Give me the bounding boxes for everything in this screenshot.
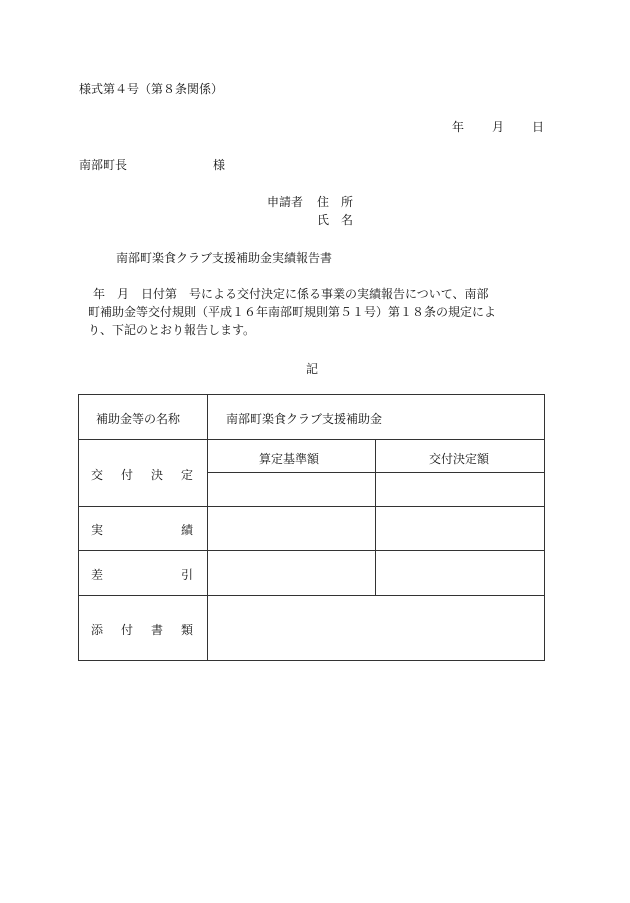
column-decided-amount: 交付決定額	[429, 452, 490, 466]
addressee-honorific: 様	[213, 158, 226, 172]
note-heading: 記	[306, 362, 319, 376]
subsidy-name-value: 南部町楽食クラブ支援補助金	[226, 412, 383, 426]
body-line-1: 年 月 日付第 号による交付決定に係る事業の実績報告について、南部	[93, 287, 489, 301]
document-title: 南部町楽食クラブ支援補助金実績報告書	[116, 251, 333, 265]
form-number: 様式第４号（第８条関係）	[79, 82, 224, 96]
body-paragraph	[79, 285, 549, 339]
report-table	[78, 394, 545, 661]
addressee	[79, 156, 225, 173]
table-divider	[79, 439, 544, 440]
body-line-2: 町補助金等交付規則（平成１６年南部町規則第５１号）第１８条の規定によ	[88, 305, 497, 319]
table-divider	[207, 472, 544, 473]
applicant-label: 申請者	[267, 195, 304, 209]
body-line-3: り、下記のとおり報告します。	[88, 323, 256, 337]
difference-label: 差 引	[91, 568, 193, 582]
date-line	[452, 118, 544, 135]
address-label: 住 所	[317, 195, 354, 209]
table-divider	[79, 550, 544, 551]
name-label: 氏 名	[317, 213, 354, 227]
table-divider	[375, 440, 376, 595]
date-year: 年	[451, 120, 464, 134]
actual-label: 実 績	[91, 523, 193, 537]
table-divider	[79, 595, 544, 596]
decision-label: 交 付 決 定	[91, 468, 193, 482]
table-divider	[207, 395, 208, 660]
subsidy-name-label: 補助金等の名称	[96, 412, 181, 426]
addressee-name: 南部町長	[79, 158, 128, 172]
column-standard-amount: 算定基準額	[259, 452, 320, 466]
table-divider	[79, 506, 544, 507]
date-month: 月	[491, 120, 504, 134]
attachments-label: 添 付 書 類	[91, 623, 193, 637]
date-day: 日	[531, 120, 544, 134]
